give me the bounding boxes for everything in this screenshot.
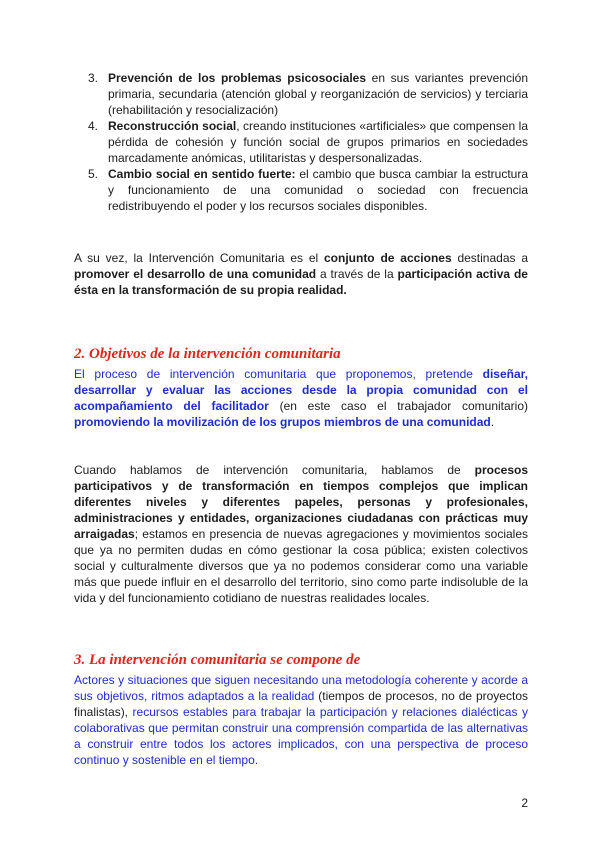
numbered-list — [88, 70, 528, 214]
list-item-number: 3. — [88, 71, 99, 85]
process-text: Cuando hablamos de intervención comunitaria, hablamos de — [74, 463, 475, 477]
section-2-text: . — [490, 415, 495, 429]
list-item — [88, 70, 528, 118]
intro-text: a través de la — [316, 267, 398, 281]
list-item — [88, 166, 528, 214]
section-3-paragraph — [74, 672, 528, 768]
section-2-paragraph — [74, 366, 528, 430]
list-item-bold: Cambio social en sentido fuerte: — [108, 167, 296, 181]
section-2-text: (en este caso el trabajador comunitario) — [268, 399, 528, 413]
process-bold: procesos participativos y de transformación en tiempos complejos que implican diferentes niveles y diferentes papeles, personas y profesionales, administraciones y entidades, organizaciones ciudadanas con prácticas muy arraigadas — [74, 463, 528, 541]
list-item-bold: Prevención de los problemas psicosociales — [108, 71, 366, 85]
page-number: 2 — [521, 796, 528, 810]
list-item-text: en sus variantes prevención primaria, secundaria (atención global y reorganización de servicios) y terciaria (rehabilitación y resocialización) — [108, 71, 528, 117]
intro-paragraph — [74, 250, 528, 298]
section-2-text: El proceso de intervención comunitaria que proponemos, pretende — [74, 367, 483, 381]
section-3-blue-text: Actores y situaciones que siguen necesitando una metodología coherente y acorde a sus objetivos, ritmos adaptados a la realidad — [74, 673, 528, 703]
section-3-heading: 3. La intervención comunitaria se compone de — [74, 652, 361, 668]
list-item-number: 4. — [88, 119, 99, 133]
intro-text: destinadas a — [451, 251, 528, 265]
list-item-text: el cambio que busca cambiar la estructura y funcionamiento de una comunidad o sociedad con frecuencia redistribuyendo el poder y los recursos sociales disponibles. — [108, 167, 528, 213]
intro-text: A su vez, la Intervención Comunitaria es el — [74, 251, 324, 265]
section-2-bold: diseñar, desarrollar y evaluar las acciones desde la propia comunidad con el acompañamiento del facilitador — [74, 367, 528, 413]
list-item — [88, 118, 528, 166]
list-item-text: , creando instituciones «artificiales» que compensen la pérdida de cohesión y función social de grupos primarios en sociedades marcadamente anómicas, utilitaristas y despersonalizadas. — [108, 119, 528, 165]
intro-bold: participación activa de ésta en la transformación de su propia realidad. — [74, 267, 528, 297]
process-paragraph — [74, 462, 528, 606]
list-item-number: 5. — [88, 167, 99, 181]
section-3-blue-text: recursos estables para trabajar la participación y relaciones dialécticas y colaborativas que permitan construir una comprensión compartida de las alternativas a construir entre todos los actores implicados, con una perspectiva de proceso continuo y sostenible en el tiempo. — [74, 705, 528, 767]
process-text: ; estamos en presencia de nuevas agregaciones y movimientos sociales que ya no permiten dudas en cómo gestionar la cosa pública; existen colectivos social y culturalmente diversos que ya no podemos considerar como una variable más que puede influir en el desarrollo del territorio, sino como parte indisoluble de la vida y del funcionamiento cotidiano de nuestras realidades locales. — [74, 527, 528, 605]
section-2-heading: 2. Objetivos de la intervención comunitaria — [74, 346, 341, 362]
intro-bold: conjunto de acciones — [323, 251, 452, 265]
list-item-bold: Reconstrucción social — [108, 119, 237, 133]
section-3-text: (tiempos de procesos, no de proyectos finalistas), — [74, 689, 528, 719]
section-2-bold: promoviendo la movilización de los grupos miembros de una comunidad — [74, 415, 491, 429]
intro-bold: promover el desarrollo de una comunidad — [74, 267, 317, 281]
